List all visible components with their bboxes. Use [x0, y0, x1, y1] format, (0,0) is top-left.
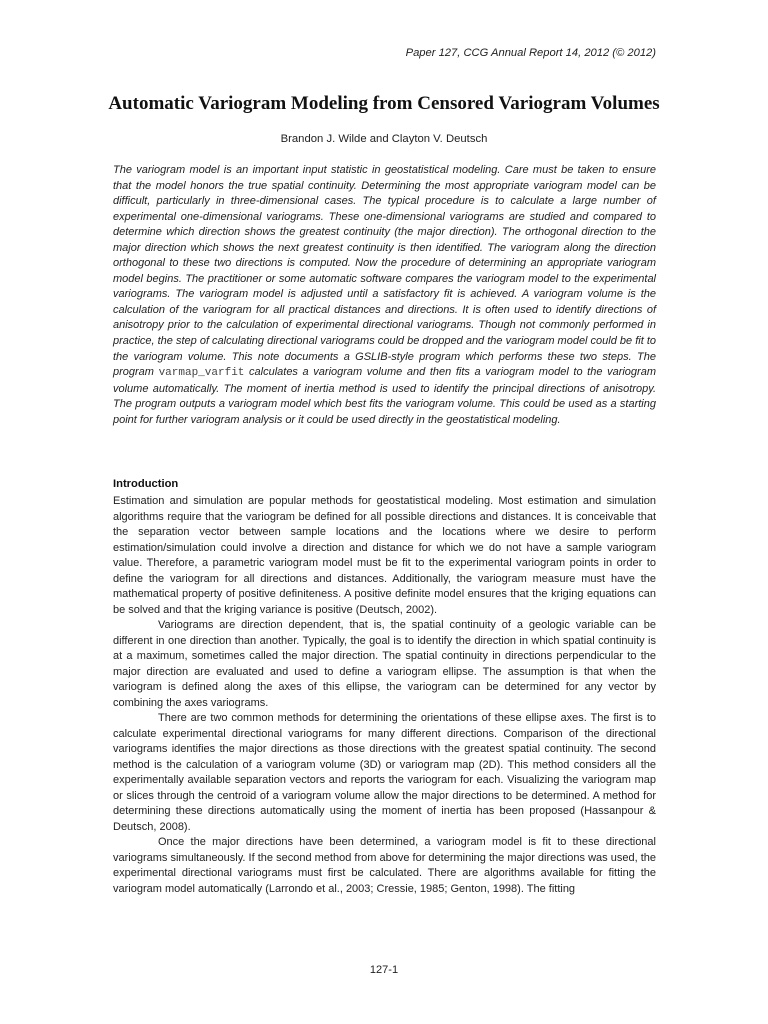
- introduction-body: [113, 494, 656, 897]
- paper-title: Automatic Variogram Modeling from Censored Variogram Volumes: [108, 93, 660, 114]
- abstract-text-part1: The variogram model is an important input statistic in geostatistical modeling. Care must be taken to ensure that the model honors the true spatial continuity. Determining the most appropriate variogram model can be difficult, particularly in three-dimensional cases. The typical procedure is to calculate a large number of experimental one-dimensional variograms. These one-dimensional variograms are studied and compared to determine which direction shows the greatest continuity (the major direction). The orthogonal direction to the major direction which shows the next greatest continuity is then identified. The variogram along the direction orthogonal to these two directions is computed. Now the procedure of determining an appropriate variogram model begins. The practitioner or some automatic software compares the variogram model to the experimental variograms. The variogram model is adjusted until a satisfactory fit is achieved. A variogram volume is the calculation of the variogram for all practical distances and directions. It is often used to identify directions of anisotropy prior to the calculation of experimental directional variograms. Though not commonly performed in practice, the step of calculating directional variograms could be dropped and the variogram model could be fit to the variogram volume. This note documents a GSLIB-style program which performs these two steps. The program: [113, 164, 656, 379]
- abstract: [113, 163, 656, 428]
- body-paragraph: Variograms are direction dependent, that is, the spatial continuity of a geologic variable can be different in one direction than another. Typically, the goal is to identify the direction in which spatial continuity is at a maximum, sometimes called the major direction. The spatial continuity in directions perpendicular to the major direction are evaluated and used to define a variogram ellipse. The assumption is that when the variogram is defined along the axes of this ellipse, the variogram can be determined for any vector by combining the axes variograms.: [113, 619, 656, 709]
- abstract-text-part2: calculates a variogram volume and then fits a variogram model to the variogram volume automatically. The moment of inertia method is used to identify the principal directions of anisotropy. The program outputs a variogram model which best fits the variogram volume. This could be used as a starting point for further variogram analysis or it could be used directly in the geostatistical modeling.: [113, 366, 656, 426]
- author-list: Brandon J. Wilde and Clayton V. Deutsch: [280, 133, 488, 145]
- body-paragraph: Estimation and simulation are popular methods for geostatistical modeling. Most estimation and simulation algorithms require that the variogram be defined for all possible directions and distances. It is conceivable that the separation vector between sample locations and the locations where we desire to perform estimation/simulation could involve a direction and distance for which we do not have a sample variogram value. Therefore, a parametric variogram model must be fit to the experimental variogram points in order to define the variogram for all directions and distances. Additionally, the variogram measure must have the mathematical property of positive definiteness. A positive definite model ensures that the kriging equations can be solved and that the kriging variance is positive (Deutsch, 2002).: [113, 495, 656, 616]
- body-paragraph: Once the major directions have been determined, a variogram model is fit to these directional variograms simultaneously. If the second method from above for determining the major directions was used, the experimental directional variograms must first be calculated. There are algorithms available for fitting the variogram model automatically (Larrondo et al., 2003; Cressie, 1985; Genton, 1998). The fitting: [113, 836, 656, 895]
- body-paragraph: There are two common methods for determining the orientations of these ellipse axes. The first is to calculate experimental directional variograms for many different directions. Comparison of the directional variograms identifies the major directions as those directions with the greatest spatial continuity. The second method is the calculation of a variogram volume (3D) or variogram map (2D). This method considers all the experimentally available separation vectors and reports the variogram for each. Visualizing the variogram map or slices through the centroid of a variogram volume allow the major directions to be determined. A method for determining these directions automatically using the moment of inertia has been proposed (Hassanpour & Deutsch, 2008).: [113, 712, 656, 833]
- page-number: 127-1: [369, 964, 399, 976]
- program-name-code: varmap_varfit: [158, 367, 245, 380]
- running-header: Paper 127, CCG Annual Report 14, 2012 (© 2012): [405, 47, 656, 59]
- section-heading-introduction: Introduction: [113, 478, 179, 490]
